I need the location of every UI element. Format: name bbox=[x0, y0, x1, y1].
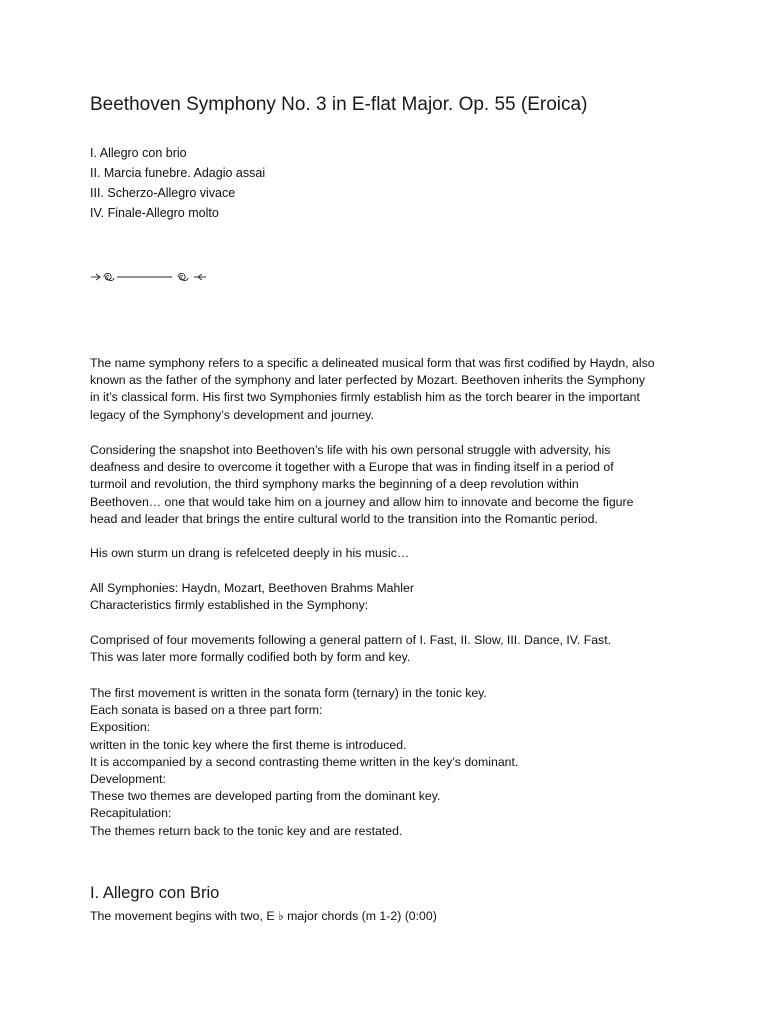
text-line: Comprised of four movements following a general pattern of I. Fast, II. Slow, III. Dance, IV. Fast. bbox=[90, 633, 612, 647]
section-heading: I. Allegro con Brio bbox=[90, 884, 220, 902]
paragraph-context bbox=[90, 442, 690, 528]
document-title: Beethoven Symphony No. 3 in E-flat Major. Op. 55 (Eroica) bbox=[90, 94, 588, 115]
text-line: Considering the snapshot into Beethoven’s life with his own personal struggle with adversity, his bbox=[90, 443, 611, 457]
text-line: The themes return back to the tonic key and are restated. bbox=[90, 823, 403, 838]
text-line: Each sonata is based on a three part form: bbox=[90, 703, 323, 718]
text-line: Beethoven… one that would take him on a journey and allow him to innovate and become the figure bbox=[90, 494, 634, 509]
paragraph-intro bbox=[90, 355, 690, 424]
text-line: These two themes are developed parting from the dominant key. bbox=[90, 789, 441, 804]
text-line: in it’s classical form. His first two Symphonies firmly establish him as the torch bearer in the important bbox=[90, 390, 640, 405]
text-line: deafness and desire to overcome it together with a Europe that was in finding itself in a period of bbox=[90, 460, 614, 475]
text-line: This was later more formally codified both by form and key. bbox=[90, 650, 411, 665]
section-paragraph bbox=[90, 908, 690, 925]
text-line: known as the father of the symphony and later perfected by Mozart. Beethoven inherits the Symphony bbox=[90, 373, 646, 388]
text-line: His own sturm un drang is refelceted deeply in his music… bbox=[90, 546, 410, 560]
movement-item-2: II. Marcia funebre. Adagio assai bbox=[90, 166, 266, 180]
text-line: It is accompanied by a second contrasting theme written in the key’s dominant. bbox=[90, 754, 519, 769]
movement-item-3: III. Scherzo-Allegro vivace bbox=[90, 186, 236, 200]
text-line: legacy of the Symphony’s development and journey. bbox=[90, 407, 374, 422]
text-line: The name symphony refers to a specific a delineated musical form that was first codified by Haydn, also bbox=[90, 356, 655, 370]
text-line: written in the tonic key where the first theme is introduced. bbox=[90, 737, 407, 752]
text-line: The movement begins with two, E ♭ major chords (m 1-2) (0:00) bbox=[90, 909, 437, 923]
text-line: Exposition: bbox=[90, 720, 151, 735]
paragraph-movements-pattern bbox=[90, 632, 690, 666]
text-line: Characteristics firmly established in the Symphony: bbox=[90, 598, 369, 613]
text-line: All Symphonies: Haydn, Mozart, Beethoven Brahms Mahler bbox=[90, 581, 414, 595]
text-line: Recapitulation: bbox=[90, 806, 172, 821]
text-line: The first movement is written in the sonata form (ternary) in the tonic key. bbox=[90, 686, 487, 700]
movement-list bbox=[90, 143, 265, 223]
movement-item-4: IV. Finale-Allegro molto bbox=[90, 206, 219, 220]
text-line: turmoil and revolution, the third symphony marks the beginning of a deep revolution within bbox=[90, 477, 579, 492]
movement-item-1: I. Allegro con brio bbox=[90, 146, 187, 160]
text-line: head and leader that brings the entire cultural world to the transition into the Romantic period. bbox=[90, 511, 598, 526]
text-line: Development: bbox=[90, 772, 166, 787]
paragraph-symphonies bbox=[90, 580, 690, 614]
decorative-divider-icon bbox=[90, 268, 208, 286]
document-page bbox=[90, 92, 690, 923]
paragraph-sturm bbox=[90, 545, 690, 562]
paragraph-sonata-form bbox=[90, 685, 690, 840]
